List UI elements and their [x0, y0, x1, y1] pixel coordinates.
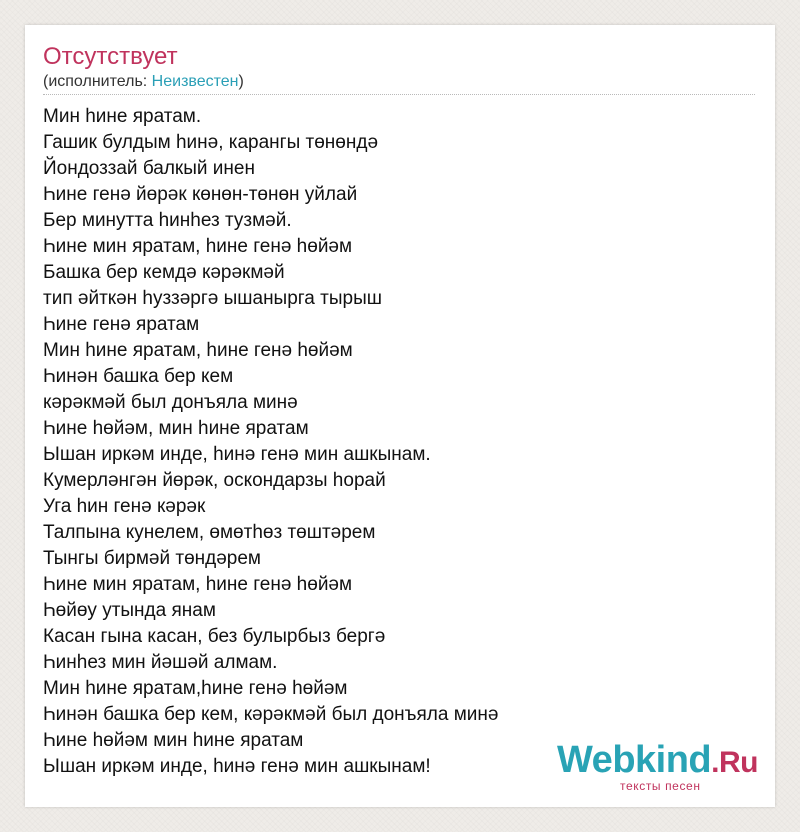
lyric-line: кәрәкмәй был донъяла минә: [43, 392, 298, 413]
lyric-line: тип әйткән һуззәргә ышанырга тырыш: [43, 288, 382, 309]
lyric-line: Һине һөйәм, мин һине яратам: [43, 418, 309, 439]
lyric-line: Мин һине яратам, һине генә һөйәм: [43, 340, 353, 361]
lyric-line: Һөйөу утында янам: [43, 600, 216, 621]
lyrics-list: [43, 104, 498, 780]
lyric-line: Башка бер кемдә кәрәкмәй: [43, 262, 285, 283]
lyric-line: Һине мин яратам, һине генә һөйәм: [43, 236, 353, 257]
lyric-line: Талпына кунелем, өмөтһөз төштәрем: [43, 522, 376, 543]
logo-name: Webkind: [557, 739, 712, 781]
lyric-line: Кумерләнгән йөрәк, оскондарзы һорай: [43, 470, 386, 491]
logo-tagline: тексты песен: [620, 779, 701, 793]
lyric-line: Мин һине яратам.: [43, 106, 202, 127]
song-title: Отсутствует: [43, 43, 178, 70]
lyric-line: Һине һөйәм мин һине яратам: [43, 730, 304, 751]
lyric-line: Йондоззай балкый инен: [43, 158, 255, 179]
lyric-line: Бер минутта һинһез тузмәй.: [43, 210, 292, 231]
lyric-line: Һинән башка бер кем, кәрәкмәй был донъяла минә: [43, 704, 499, 725]
artist-suffix: ): [238, 73, 244, 90]
lyric-line: Ышан иркәм инде, һинә генә мин ашкынам.: [43, 444, 431, 465]
lyrics-card: [25, 25, 775, 807]
lyric-line: Һинһез мин йәшәй алмам.: [43, 652, 278, 673]
artist-line: [43, 72, 244, 92]
lyric-line: Гашик булдым һинә, карангы төнөндә: [43, 132, 379, 153]
lyric-line: Тынгы бирмәй төндәрем: [43, 548, 261, 569]
lyric-line: Уга һин генә кәрәк: [43, 496, 206, 517]
lyric-line: Һинән башка бер кем: [43, 366, 234, 387]
title-divider: [43, 94, 755, 95]
lyric-line: Һине генә яратам: [43, 314, 200, 335]
webkind-logo[interactable]: [557, 738, 758, 798]
logo-wordmark: [557, 738, 758, 785]
artist-link[interactable]: Неизвестен: [151, 73, 239, 90]
artist-prefix: (исполнитель:: [43, 73, 152, 90]
lyric-line: Ышан иркәм инде, һинә генә мин ашкынам!: [43, 756, 431, 777]
lyric-line: Һине мин яратам, һине генә һөйәм: [43, 574, 353, 595]
lyric-line: Мин һине яратам,һине генә һөйәм: [43, 678, 348, 699]
lyric-line: Касан гына касан, без булырбыз бергә: [43, 626, 386, 647]
logo-tld: .Ru: [711, 746, 758, 779]
lyric-line: Һине генә йөрәк көнөн-төнөн уйлай: [43, 184, 358, 205]
